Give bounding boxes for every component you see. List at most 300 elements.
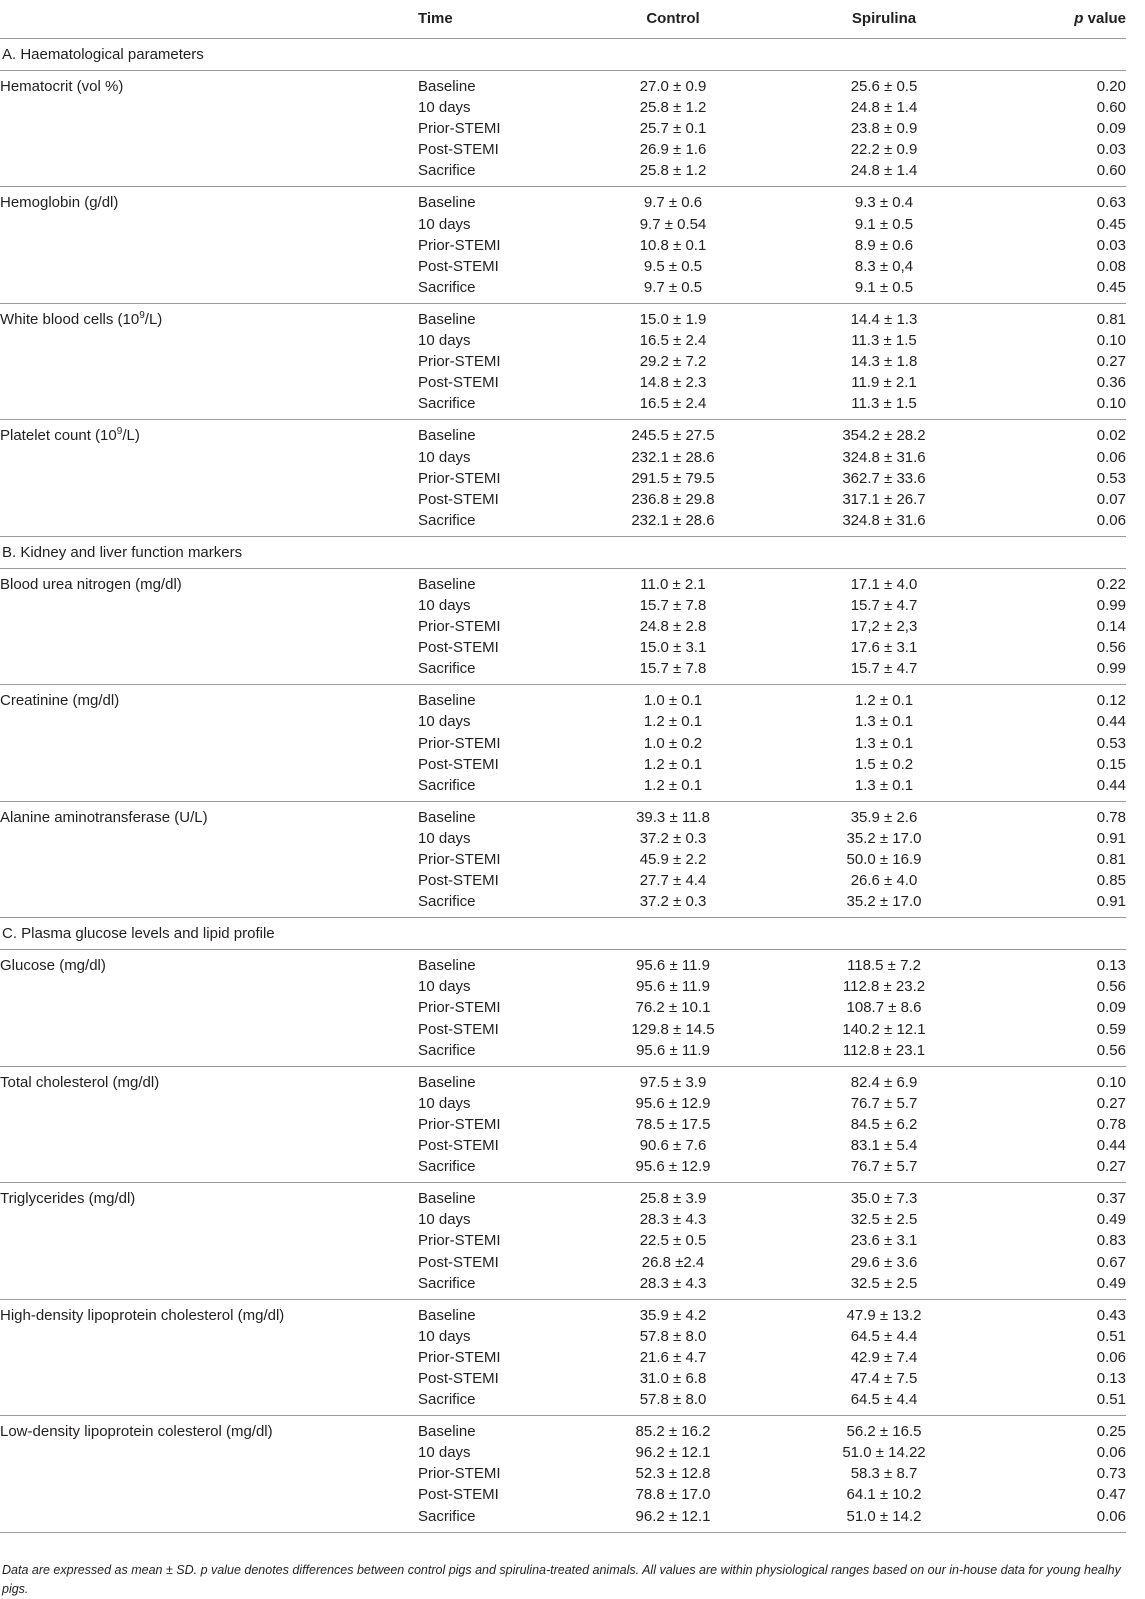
control-value-cell: 15.7 ± 7.8 <box>639 596 707 614</box>
p-value-cell: 0.78 <box>1096 1115 1126 1133</box>
p-value-cell: 0.53 <box>1096 469 1126 487</box>
control-value-cell: 25.8 ± 1.2 <box>568 160 778 187</box>
control-value-cell: 236.8 ± 29.8 <box>631 490 715 508</box>
p-value-cell: 0.22 <box>1096 575 1126 593</box>
table-row <box>0 976 1126 997</box>
time-cell: Post-STEMI <box>418 1020 499 1038</box>
spirulina-value-cell: 35.2 ± 17.0 <box>846 829 922 847</box>
time-cell: 10 days <box>418 1094 471 1112</box>
time-cell: Post-STEMI <box>418 639 499 657</box>
time-cell: Sacrifice <box>418 1389 568 1416</box>
parameter-cell <box>0 330 418 351</box>
control-value-cell: 1.0 ± 0.1 <box>643 692 703 710</box>
time-cell: Post-STEMI <box>418 1253 499 1271</box>
time-cell: 10 days <box>418 1444 471 1462</box>
parameter-cell <box>0 733 418 754</box>
table-row <box>0 235 1126 256</box>
parameter-cell <box>0 616 418 637</box>
table-row <box>0 1156 1126 1183</box>
spirulina-value-cell: 1.3 ± 0.1 <box>854 734 914 752</box>
control-value-cell: 15.0 ± 1.9 <box>639 310 707 328</box>
parameter-cell <box>0 1442 418 1463</box>
table-row <box>0 754 1126 775</box>
p-value-cell: 0.44 <box>1096 713 1126 731</box>
time-cell: Sacrifice <box>418 393 568 420</box>
spirulina-value-cell: 17,2 ± 2,3 <box>850 618 918 636</box>
spirulina-value-cell: 317.1 ± 26.7 <box>842 490 926 508</box>
table-row <box>0 870 1126 891</box>
control-value-cell: 28.3 ± 4.3 <box>639 1211 707 1229</box>
control-value-cell: 22.5 ± 0.5 <box>639 1232 707 1250</box>
table-row <box>0 658 1126 685</box>
p-value-cell: 0.60 <box>990 160 1126 187</box>
parameter-name: Blood urea nitrogen (mg/dl) <box>0 575 182 593</box>
time-cell: 10 days <box>418 448 471 466</box>
p-value-cell: 0.56 <box>990 1040 1126 1067</box>
p-value-cell: 0.14 <box>1096 618 1126 636</box>
time-cell: Prior-STEMI <box>418 999 501 1017</box>
control-value-cell: 45.9 ± 2.2 <box>639 851 707 868</box>
control-value-cell: 21.6 ± 4.7 <box>639 1348 707 1366</box>
spirulina-value-cell: 324.8 ± 31.6 <box>778 510 990 537</box>
p-value-cell: 0.63 <box>1096 194 1126 212</box>
parameter-cell <box>0 372 418 393</box>
spirulina-value-cell: 17.1 ± 4.0 <box>850 575 918 593</box>
table-row <box>0 1019 1126 1040</box>
table-row <box>0 71 1126 98</box>
spirulina-value-cell: 42.9 ± 7.4 <box>850 1348 918 1366</box>
table-row <box>0 1183 1126 1210</box>
time-cell: Post-STEMI <box>418 872 499 890</box>
control-value-cell: 31.0 ± 6.8 <box>639 1369 707 1387</box>
spirulina-value-cell: 83.1 ± 5.4 <box>850 1137 918 1155</box>
spirulina-value-cell: 8.9 ± 0.6 <box>854 236 914 254</box>
spirulina-value-cell: 47.4 ± 7.5 <box>850 1369 918 1387</box>
table-row <box>0 1506 1126 1533</box>
p-value-cell: 0.20 <box>1096 78 1126 95</box>
parameter-cell <box>0 849 418 870</box>
p-value-cell: 0.27 <box>1096 1094 1126 1112</box>
p-value-cell: 0.10 <box>990 393 1126 420</box>
spirulina-value-cell: 32.5 ± 2.5 <box>850 1211 918 1229</box>
table-row <box>0 214 1126 235</box>
parameter-name: Creatinine (mg/dl) <box>0 692 120 710</box>
table-row <box>0 420 1126 447</box>
control-value-cell: 15.7 ± 7.8 <box>568 658 778 685</box>
table-row <box>0 1209 1126 1230</box>
table-row <box>0 372 1126 393</box>
time-cell: Post-STEMI <box>418 141 499 159</box>
table-row <box>0 1230 1126 1251</box>
parameter-cell <box>0 775 418 802</box>
spirulina-value-cell: 35.2 ± 17.0 <box>778 891 990 918</box>
p-value-cell: 0.37 <box>1096 1190 1126 1208</box>
header-p-value <box>990 0 1126 39</box>
parameter-cell <box>0 1326 418 1347</box>
header-spirulina: Spirulina <box>778 0 990 39</box>
p-value-cell: 0.56 <box>1096 639 1126 657</box>
section-title: A. Haematological parameters <box>0 39 1126 71</box>
control-value-cell: 52.3 ± 12.8 <box>635 1465 711 1483</box>
time-cell: Sacrifice <box>418 1156 568 1183</box>
spirulina-value-cell: 1.5 ± 0.2 <box>854 755 914 773</box>
spirulina-value-cell: 9.1 ± 0.5 <box>778 277 990 304</box>
section-row <box>0 536 1126 568</box>
p-value-cell: 0.91 <box>1096 829 1126 847</box>
parameter-cell <box>0 1416 418 1443</box>
time-cell: Prior-STEMI <box>418 618 501 636</box>
control-value-cell: 1.2 ± 0.1 <box>643 755 703 773</box>
table-row <box>0 1442 1126 1463</box>
control-value-cell: 16.5 ± 2.4 <box>568 393 778 420</box>
time-cell: Sacrifice <box>418 775 568 802</box>
table-row <box>0 330 1126 351</box>
spirulina-value-cell: 32.5 ± 2.5 <box>778 1273 990 1300</box>
table-row <box>0 616 1126 637</box>
spirulina-value-cell: 17.6 ± 3.1 <box>850 639 918 657</box>
table-row <box>0 1299 1126 1326</box>
parameter-cell <box>0 256 418 277</box>
p-value-cell: 0.44 <box>990 775 1126 802</box>
spirulina-value-cell: 82.4 ± 6.9 <box>850 1073 918 1091</box>
table-row <box>0 468 1126 489</box>
time-cell: Baseline <box>418 1306 476 1324</box>
control-value-cell: 9.5 ± 0.5 <box>643 257 703 275</box>
p-value-cell: 0.06 <box>1096 1348 1126 1366</box>
parameter-cell <box>0 1135 418 1156</box>
p-value-cell: 0.09 <box>1096 999 1126 1017</box>
parameter-cell <box>0 1183 418 1210</box>
table-row <box>0 595 1126 616</box>
p-value-cell: 0.06 <box>990 510 1126 537</box>
p-value-cell: 0.51 <box>990 1389 1126 1416</box>
time-cell: Prior-STEMI <box>418 1348 501 1366</box>
spirulina-value-cell: 112.8 ± 23.1 <box>778 1040 990 1067</box>
parameter-name: Hemoglobin (g/dl) <box>0 194 119 212</box>
table-body <box>0 39 1126 1533</box>
table-row <box>0 351 1126 372</box>
p-value-cell: 0.99 <box>990 658 1126 685</box>
table-row <box>0 891 1126 918</box>
time-cell: Prior-STEMI <box>418 1115 501 1133</box>
parameter-cell <box>0 870 418 891</box>
p-value-cell: 0.09 <box>1096 120 1126 138</box>
time-cell: Baseline <box>418 310 476 328</box>
table-row <box>0 1347 1126 1368</box>
spirulina-value-cell: 15.7 ± 4.7 <box>778 658 990 685</box>
p-value-cell: 0.60 <box>1096 99 1126 117</box>
spirulina-value-cell: 140.2 ± 12.1 <box>842 1020 926 1038</box>
parameter-cell <box>0 1252 418 1273</box>
p-value-cell: 0.44 <box>1096 1137 1126 1155</box>
parameter-cell <box>0 1368 418 1389</box>
table-row <box>0 277 1126 304</box>
p-value-cell: 0.12 <box>1096 692 1126 710</box>
table-row <box>0 489 1126 510</box>
parameter-name: Triglycerides (mg/dl) <box>0 1190 136 1208</box>
spirulina-value-cell: 23.8 ± 0.9 <box>850 120 918 138</box>
parameter-cell <box>0 1040 418 1067</box>
p-value-cell: 0.03 <box>1096 141 1126 159</box>
control-value-cell: 25.8 ± 1.2 <box>639 99 707 117</box>
p-value-cell: 0.45 <box>990 277 1126 304</box>
time-cell: Post-STEMI <box>418 1369 499 1387</box>
parameter-cell <box>0 1299 418 1326</box>
control-value-cell: 24.8 ± 2.8 <box>639 618 707 636</box>
parameter-cell <box>0 568 418 595</box>
spirulina-value-cell: 29.6 ± 3.6 <box>850 1253 918 1271</box>
time-cell: Baseline <box>418 808 476 826</box>
spirulina-value-cell: 76.7 ± 5.7 <box>778 1156 990 1183</box>
spirulina-value-cell: 11.3 ± 1.5 <box>851 332 917 350</box>
table-row <box>0 118 1126 139</box>
p-value-cell: 0.13 <box>1096 957 1126 975</box>
parameter-cell <box>0 658 418 685</box>
table-row <box>0 828 1126 849</box>
p-value-cell: 0.07 <box>1096 490 1126 508</box>
control-value-cell: 11.0 ± 2.1 <box>640 575 706 593</box>
table-row <box>0 510 1126 537</box>
parameter-cell <box>0 1273 418 1300</box>
table-row <box>0 1416 1126 1443</box>
p-value-cell: 0.10 <box>1096 1073 1126 1091</box>
spirulina-value-cell: 47.9 ± 13.2 <box>846 1306 922 1324</box>
time-cell: Baseline <box>418 427 476 445</box>
time-cell: Baseline <box>418 78 476 95</box>
parameter-superscript: 9 <box>139 309 145 321</box>
parameter-cell <box>0 351 418 372</box>
parameter-cell <box>0 1389 418 1416</box>
table-row <box>0 1389 1126 1416</box>
control-value-cell: 95.6 ± 11.9 <box>636 957 710 975</box>
parameter-name: High-density lipoprotein cholesterol (mg/dl) <box>0 1306 285 1324</box>
header-parameter <box>0 0 418 39</box>
time-cell: Post-STEMI <box>418 1137 499 1155</box>
p-value-cell: 0.25 <box>1096 1423 1126 1441</box>
p-value-cell: 0.53 <box>1096 734 1126 752</box>
spirulina-value-cell: 24.8 ± 1.4 <box>850 99 918 117</box>
parameter-name: Platelet count (10 <box>0 427 117 445</box>
time-cell: Prior-STEMI <box>418 1232 501 1250</box>
time-cell: Post-STEMI <box>418 257 499 275</box>
parameter-cell <box>0 711 418 732</box>
spirulina-value-cell: 35.0 ± 7.3 <box>850 1190 918 1208</box>
parameter-name: Hematocrit (vol %) <box>0 78 124 95</box>
time-cell: Prior-STEMI <box>418 120 501 138</box>
spirulina-value-cell: 8.3 ± 0,4 <box>854 257 914 275</box>
parameter-cell <box>0 1463 418 1484</box>
p-value-cell: 0.99 <box>1096 596 1126 614</box>
control-value-cell: 97.5 ± 3.9 <box>639 1073 707 1091</box>
control-value-cell: 96.2 ± 12.1 <box>568 1506 778 1533</box>
parameter-cell <box>0 97 418 118</box>
p-value-cell: 0.83 <box>1096 1232 1126 1250</box>
time-cell: Baseline <box>418 194 476 212</box>
table-row <box>0 1463 1126 1484</box>
parameter-cell <box>0 1484 418 1505</box>
spirulina-value-cell: 112.8 ± 23.2 <box>842 978 926 996</box>
parameter-cell <box>0 637 418 658</box>
spirulina-value-cell: 1.3 ± 0.1 <box>854 713 914 731</box>
spirulina-value-cell: 51.0 ± 14.2 <box>778 1506 990 1533</box>
table-row <box>0 1484 1126 1505</box>
parameter-name: Alanine aminotransferase (U/L) <box>0 808 208 826</box>
p-value-cell: 0.45 <box>1096 215 1126 233</box>
control-value-cell: 96.2 ± 12.1 <box>635 1444 711 1462</box>
spirulina-value-cell: 14.4 ± 1.3 <box>850 310 918 328</box>
spirulina-value-cell: 23.6 ± 3.1 <box>850 1232 918 1250</box>
time-cell: Sacrifice <box>418 1506 568 1533</box>
control-value-cell: 245.5 ± 27.5 <box>631 427 715 445</box>
control-value-cell: 16.5 ± 2.4 <box>639 332 707 350</box>
time-cell: Prior-STEMI <box>418 1465 501 1483</box>
time-cell: 10 days <box>418 99 471 117</box>
spirulina-value-cell: 25.6 ± 0.5 <box>850 78 918 95</box>
table-footnote: Data are expressed as mean ± SD. p value denotes differences between control pigs and spirulina-treated animals. All values are within physiological ranges based on our in-house data for young healhy pigs. <box>2 1563 1121 1596</box>
control-value-cell: 90.6 ± 7.6 <box>639 1137 707 1155</box>
time-cell: 10 days <box>418 215 471 233</box>
parameter-cell <box>0 303 418 330</box>
time-cell: 10 days <box>418 978 471 996</box>
time-cell: Sacrifice <box>418 1040 568 1067</box>
spirulina-value-cell: 50.0 ± 16.9 <box>846 851 922 868</box>
parameter-cell <box>0 685 418 712</box>
spirulina-value-cell: 9.1 ± 0.5 <box>854 215 914 233</box>
table-row <box>0 139 1126 160</box>
time-cell: Post-STEMI <box>418 374 499 392</box>
control-value-cell: 76.2 ± 10.1 <box>635 999 711 1017</box>
time-cell: 10 days <box>418 1211 471 1229</box>
p-value-cell: 0.36 <box>1096 374 1126 392</box>
table-row <box>0 950 1126 977</box>
parameter-superscript: 9 <box>116 426 123 438</box>
header-p-rest: value <box>1083 10 1126 28</box>
section-title: B. Kidney and liver function markers <box>0 536 1126 568</box>
table-row <box>0 256 1126 277</box>
p-value-cell: 0.06 <box>1096 448 1126 466</box>
control-value-cell: 9.7 ± 0.54 <box>639 215 707 233</box>
time-cell: Sacrifice <box>418 510 568 537</box>
p-value-cell: 0.81 <box>1096 851 1126 868</box>
p-value-cell: 0.03 <box>1096 236 1126 254</box>
parameter-cell <box>0 118 418 139</box>
control-value-cell: 27.7 ± 4.4 <box>639 872 707 890</box>
control-value-cell: 25.8 ± 3.9 <box>639 1190 707 1208</box>
control-value-cell: 85.2 ± 16.2 <box>635 1423 711 1441</box>
control-value-cell: 14.8 ± 2.3 <box>639 374 707 392</box>
spirulina-value-cell: 64.5 ± 4.4 <box>778 1389 990 1416</box>
p-value-cell: 0.47 <box>1096 1486 1126 1504</box>
header-p-italic: p <box>1074 10 1084 28</box>
control-value-cell: 29.2 ± 7.2 <box>639 353 707 371</box>
table-row <box>0 1135 1126 1156</box>
control-value-cell: 232.1 ± 28.6 <box>631 448 715 466</box>
time-cell: Baseline <box>418 575 476 593</box>
parameter-cell <box>0 277 418 304</box>
table-row <box>0 1093 1126 1114</box>
control-value-cell: 1.0 ± 0.2 <box>643 734 703 752</box>
control-value-cell: 25.7 ± 0.1 <box>639 120 707 138</box>
spirulina-value-cell: 108.7 ± 8.6 <box>846 999 922 1017</box>
time-cell: Prior-STEMI <box>418 734 501 752</box>
time-cell: 10 days <box>418 596 471 614</box>
p-value-cell: 0.49 <box>1096 1211 1126 1229</box>
control-value-cell: 26.9 ± 1.6 <box>639 141 707 159</box>
parameter-cell <box>0 1156 418 1183</box>
spirulina-value-cell: 84.5 ± 6.2 <box>850 1115 918 1133</box>
p-value-cell: 0.06 <box>1096 1444 1126 1462</box>
time-cell: Prior-STEMI <box>418 469 501 487</box>
parameter-cell <box>0 828 418 849</box>
table-row <box>0 733 1126 754</box>
p-value-cell: 0.56 <box>1096 978 1126 996</box>
table-row <box>0 801 1126 828</box>
control-value-cell: 95.6 ± 11.9 <box>568 1040 778 1067</box>
parameter-name: Glucose (mg/dl) <box>0 957 106 975</box>
control-value-cell: 78.5 ± 17.5 <box>635 1115 711 1133</box>
parameter-cell <box>0 71 418 98</box>
parameter-cell <box>0 801 418 828</box>
control-value-cell: 78.8 ± 17.0 <box>635 1486 711 1504</box>
spirulina-value-cell: 9.3 ± 0.4 <box>854 194 914 212</box>
spirulina-value-cell: 24.8 ± 1.4 <box>778 160 990 187</box>
table-row <box>0 1066 1126 1093</box>
time-cell: 10 days <box>418 713 471 731</box>
control-value-cell: 27.0 ± 0.9 <box>639 78 707 95</box>
time-cell: 10 days <box>418 829 471 847</box>
parameter-cell <box>0 1066 418 1093</box>
section-row <box>0 918 1126 950</box>
time-cell: Post-STEMI <box>418 490 499 508</box>
parameter-cell <box>0 420 418 447</box>
p-value-cell: 0.10 <box>1096 332 1126 350</box>
table-row <box>0 1040 1126 1067</box>
p-value-cell: 0.59 <box>1096 1020 1126 1038</box>
parameter-cell <box>0 187 418 214</box>
spirulina-value-cell: 118.5 ± 7.2 <box>847 957 921 975</box>
table-row <box>0 187 1126 214</box>
spirulina-value-cell: 64.1 ± 10.2 <box>846 1486 922 1504</box>
table-row <box>0 711 1126 732</box>
control-value-cell: 15.0 ± 3.1 <box>639 639 707 657</box>
table-row <box>0 1114 1126 1135</box>
spirulina-value-cell: 11.9 ± 2.1 <box>851 374 917 392</box>
control-value-cell: 57.8 ± 8.0 <box>639 1327 707 1345</box>
control-value-cell: 9.7 ± 0.5 <box>568 277 778 304</box>
control-value-cell: 1.2 ± 0.1 <box>643 713 703 731</box>
parameter-cell <box>0 1093 418 1114</box>
section-row <box>0 39 1126 71</box>
control-value-cell: 95.6 ± 12.9 <box>635 1094 711 1112</box>
table-row <box>0 1252 1126 1273</box>
spirulina-value-cell: 11.3 ± 1.5 <box>778 393 990 420</box>
section-title: C. Plasma glucose levels and lipid profile <box>0 918 1126 950</box>
time-cell: Sacrifice <box>418 1273 568 1300</box>
p-value-cell: 0.13 <box>1096 1369 1126 1387</box>
spirulina-value-cell: 51.0 ± 14.22 <box>842 1444 926 1462</box>
control-value-cell: 37.2 ± 0.3 <box>568 891 778 918</box>
p-value-cell: 0.08 <box>1096 257 1126 275</box>
p-value-cell: 0.78 <box>1096 808 1126 826</box>
table-row <box>0 775 1126 802</box>
parameter-cell <box>0 447 418 468</box>
table-row <box>0 685 1126 712</box>
spirulina-value-cell: 324.8 ± 31.6 <box>842 448 926 466</box>
parameter-cell <box>0 235 418 256</box>
header-time: Time <box>418 0 568 39</box>
time-cell: Sacrifice <box>418 658 568 685</box>
spirulina-value-cell: 354.2 ± 28.2 <box>842 427 926 445</box>
